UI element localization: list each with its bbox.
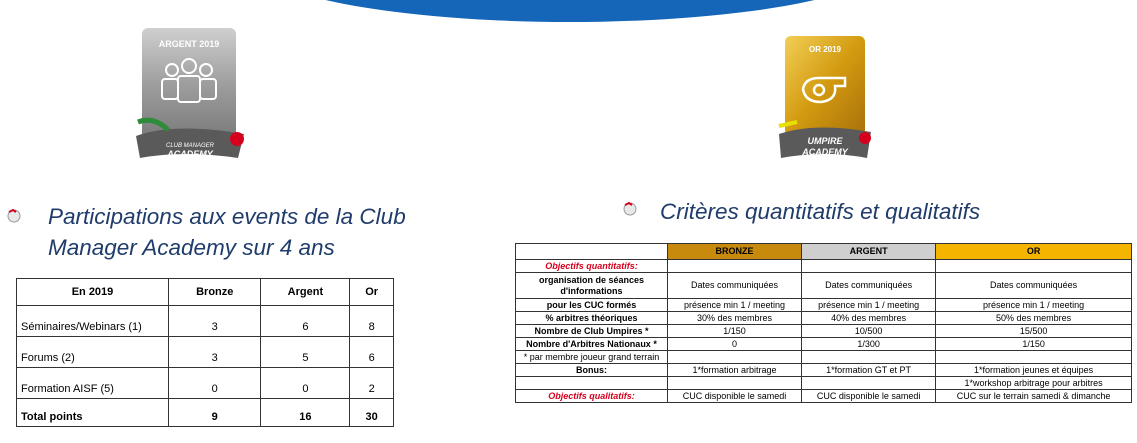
row-label: Séminaires/Webinars (1) [17,306,169,337]
criterion-label [516,377,668,390]
bronze-cell: 1*formation arbitrage [668,364,802,377]
argent-cell: CUC disponible le samedi [802,390,936,403]
criteres-heading [622,196,1080,227]
or-cell: 6 [350,337,394,368]
or-badge-logo [775,34,875,168]
criterion-label: pour les CUC formés [516,299,668,312]
bronze-cell: 0 [169,368,261,399]
argent-cell: 1/300 [802,338,936,351]
or-cell: 15/500 [936,325,1132,338]
argent-cell [802,377,936,390]
table-row [516,377,1132,390]
table-row [516,390,1132,403]
or-cell: CUC sur le terrain samedi & dimanche [936,390,1132,403]
svg-text:ACADEMY: ACADEMY [167,149,213,159]
or-cell: 1/150 [936,338,1132,351]
table-header-row [17,279,394,306]
criteres-heading-text: Critères quantitatifs et qualitatifs [660,199,981,224]
argent-cell: 6 [261,306,350,337]
hockey-ball-bullet-icon [622,200,638,216]
or-cell: 50% des membres [936,312,1132,325]
criteres-table [515,243,1132,403]
criterion-label: organisation de séances d'informations [516,273,668,299]
bronze-cell: Dates communiquées [668,273,802,299]
svg-text:UMPIRE: UMPIRE [807,136,843,146]
or-cell [936,351,1132,364]
section-row [516,260,1132,273]
svg-text:CLUB MANAGER: CLUB MANAGER [165,143,215,149]
quantitative-section-label: Objectifs quantitatifs: [516,260,668,273]
table-row [516,299,1132,312]
bronze-cell: 1/150 [668,325,802,338]
bronze-cell: présence min 1 / meeting [668,299,802,312]
table-row [516,273,1132,299]
criterion-label: Nombre de Club Umpires * [516,325,668,338]
or-cell: 1*workshop arbitrage pour arbitres [936,377,1132,390]
argent-cell: 0 [261,368,350,399]
column-header: Bronze [169,279,261,306]
table-row [516,351,1132,364]
hockey-ball-bullet-icon [6,207,22,223]
table-row [516,338,1132,351]
column-header: Argent [261,279,350,306]
table-row [516,312,1132,325]
bronze-cell: 30% des membres [668,312,802,325]
row-label: Total points [17,399,169,427]
bronze-cell: 3 [169,337,261,368]
argent-cell: 40% des membres [802,312,936,325]
argent-cell [802,351,936,364]
criterion-label: Nombre d'Arbitres Nationaux * [516,338,668,351]
argent-cell: 1*formation GT et PT [802,364,936,377]
table-row [17,337,394,368]
or-cell: 8 [350,306,394,337]
table-row [516,325,1132,338]
or-cell: présence min 1 / meeting [936,299,1132,312]
bronze-column-header: BRONZE [668,244,802,260]
column-header [516,244,668,260]
column-header: Or [350,279,394,306]
bronze-cell [668,377,802,390]
table-row [516,364,1132,377]
svg-text:OR 2019: OR 2019 [808,45,842,54]
header-arc-decoration [250,0,890,22]
svg-text:ACADEMY: ACADEMY [802,147,848,157]
or-cell: 30 [350,399,394,427]
qualitative-section-label: Objectifs qualitatifs: [516,390,668,403]
row-label: Forums (2) [17,337,169,368]
column-header: En 2019 [17,279,169,306]
bronze-cell: 3 [169,306,261,337]
or-cell: 2 [350,368,394,399]
argent-cell: 10/500 [802,325,936,338]
participations-heading [6,201,448,263]
svg-text:ARGENT 2019: ARGENT 2019 [158,39,220,49]
bronze-cell [668,351,802,364]
or-column-header: OR [936,244,1132,260]
table-header-row [516,244,1132,260]
argent-cell: Dates communiquées [802,273,936,299]
argent-cell: 5 [261,337,350,368]
or-cell: Dates communiquées [936,273,1132,299]
argent-cell: présence min 1 / meeting [802,299,936,312]
criterion-label: % arbitres théoriques [516,312,668,325]
total-row [17,399,394,427]
table-row [17,368,394,399]
row-label: Formation AISF (5) [17,368,169,399]
or-cell: 1*formation jeunes et équipes [936,364,1132,377]
footnote-label: * par membre joueur grand terrain [516,351,668,364]
participations-heading-text: Participations aux events de la Club Manager Academy sur 4 ans [48,204,406,260]
argent-column-header: ARGENT [802,244,936,260]
bronze-cell: CUC disponible le samedi [668,390,802,403]
participations-table [16,278,394,427]
bronze-cell: 0 [668,338,802,351]
table-row [17,306,394,337]
criterion-label: Bonus: [516,364,668,377]
bronze-cell: 9 [169,399,261,427]
argent-cell: 16 [261,399,350,427]
argent-badge-logo [134,26,252,166]
